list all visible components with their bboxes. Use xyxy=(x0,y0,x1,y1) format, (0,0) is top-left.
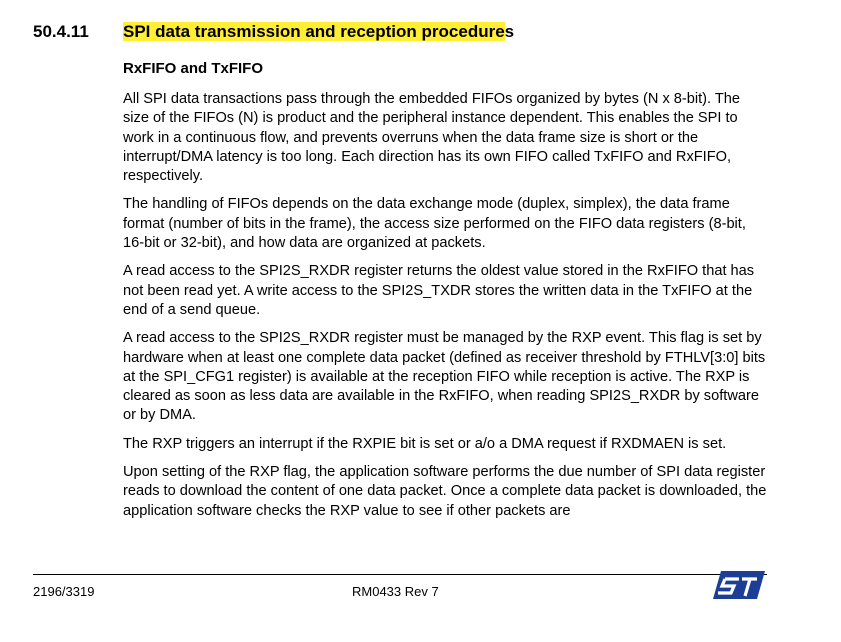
st-logo-icon xyxy=(713,569,765,601)
paragraph: All SPI data transactions pass through the embedded FIFOs organized by bytes (N x 8-bit). The size of the FIFOs (N) is product and the peripheral instance dependent. This enables the SPI to work in a continuous flow, and prevents overruns when the data frame size is short or the interrupt/DMA latency is too long. Each direction has its own FIFO called TxFIFO and RxFIFO, respectively. xyxy=(123,91,741,185)
page-number: 2196/3319 xyxy=(33,584,95,599)
section-title xyxy=(123,20,514,44)
paragraph: The RXP triggers an interrupt if the RXPIE bit is set or a/o a DMA request if RXDMAEN is set. xyxy=(123,435,727,452)
body-text xyxy=(123,90,768,530)
section-title-tail: s xyxy=(504,22,515,41)
section-title-highlight: SPI data transmission and reception procedure xyxy=(123,22,505,41)
footer-divider xyxy=(33,574,767,575)
paragraph: Upon setting of the RXP flag, the application software performs the due number of SPI data register reads to download the content of one data packet. Once a complete data packet is downloaded, the application software checks the RXP value to see if other packets are xyxy=(123,464,767,519)
document-reference: RM0433 Rev 7 xyxy=(352,584,439,599)
paragraph: A read access to the SPI2S_RXDR register must be managed by the RXP event. This flag is set by hardware when at least one complete data packet (defined as receiver threshold by FTHLV[3:0] bits at the SPI_CFG1 register) is available at the reception FIFO while reception is active. The RXP is cleared as soon as less data are available in the RxFIFO, when reading SPI2S_RXDR by software or by DMA. xyxy=(123,330,766,424)
section-number: 50.4.11 xyxy=(33,22,89,41)
paragraph: A read access to the SPI2S_RXDR register returns the oldest value stored in the RxFIFO that has not been read yet. A write access to the SPI2S_TXDR stores the written data in the TxFIFO at the end of a send queue. xyxy=(123,263,755,318)
subsection-title: RxFIFO and TxFIFO xyxy=(123,60,264,77)
paragraph: The handling of FIFOs depends on the data exchange mode (duplex, simplex), the data frame format (number of bits in the frame), the access size performed on the FIFO data registers (8-bit, 16-bit or 32-bit), and how data are organized at packets. xyxy=(123,196,746,252)
